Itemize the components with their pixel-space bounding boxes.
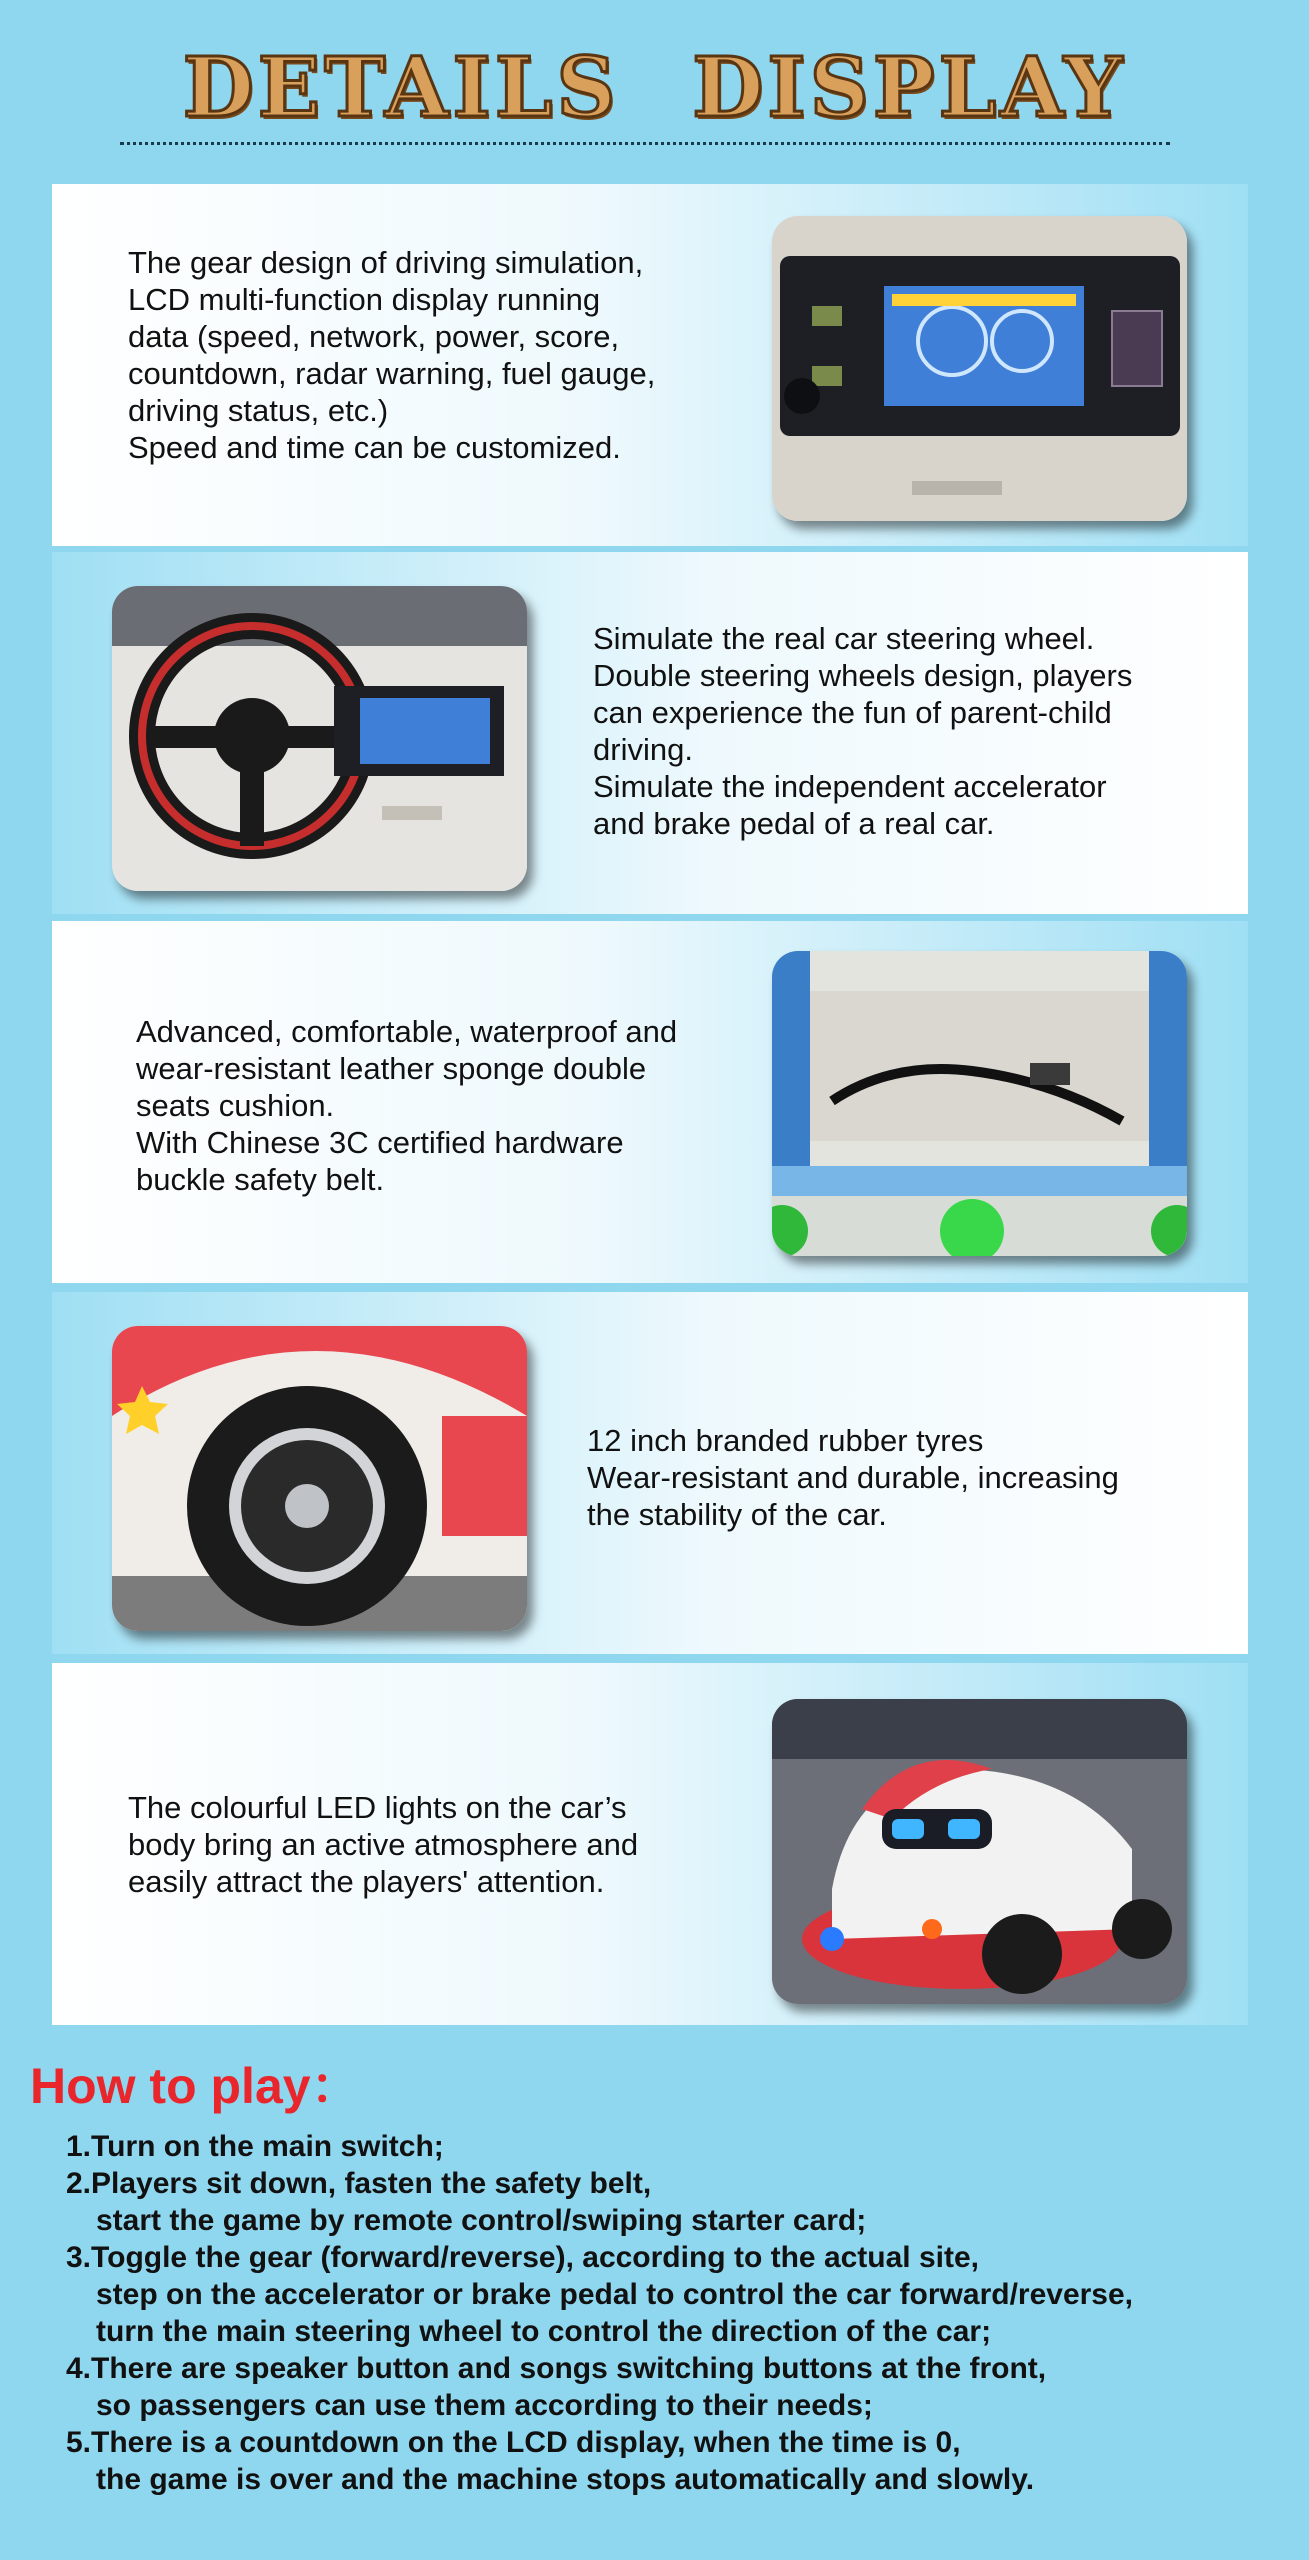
tyre-photo [112,1326,527,1631]
car-led-photo [772,1699,1187,2004]
seat-belt-photo [772,951,1187,1256]
lcd-dashboard-photo [772,216,1187,521]
step-item: 5.There is a countdown on the LCD display, when the time is 0, the game is over and the machine stops automatically and slowly. [66,2426,1035,2496]
feature-text-steering: Simulate the real car steering wheel. Double steering wheels design, players can experience the fun of parent-child driving. Simulate the independent accelerator and brake pedal of a real car. [593,621,1133,841]
feature-text-led: The colourful LED lights on the car’s body bring an active atmosphere and easily attract the players' attention. [128,1790,639,1899]
feature-panel-led [52,1663,1248,2025]
feature-text-seat: Advanced, comfortable, waterproof and wear-resistant leather sponge double seats cushion. With Chinese 3C certified hardware buckle safety belt. [136,1014,678,1197]
feature-text-tyre: 12 inch branded rubber tyres Wear-resistant and durable, increasing the stability of the car. [587,1423,1119,1532]
page-title: DETAILS DISPLAY [182,40,1127,136]
feature-panel-tyre [52,1292,1248,1654]
title-divider [120,142,1170,145]
step-item: 4.There are speaker button and songs switching buttons at the front, so passengers can use them according to their needs; [66,2352,1047,2422]
how-to-play-heading: How to play： [30,2058,361,2114]
feature-panel-steering [52,552,1248,914]
feature-panel-lcd [52,184,1248,546]
steering-wheel-photo [112,586,527,891]
feature-panel-seat [52,921,1248,1283]
step-item: 2.Players sit down, fasten the safety belt, start the game by remote control/swiping starter card; [66,2167,867,2237]
step-item: 3.Toggle the gear (forward/reverse), according to the actual site, step on the accelerator or brake pedal to control the car forward/reverse, turn the main steering wheel to control the direction of the car; [66,2241,1134,2348]
how-to-play-steps [66,2128,1286,2498]
step-item: 1.Turn on the main switch; [66,2130,444,2163]
feature-text-lcd: The gear design of driving simulation, LCD multi-function display running data (speed, network, power, score, countdown, radar warning, fuel gauge, driving status, etc.) Speed and time can be customized. [128,245,656,465]
